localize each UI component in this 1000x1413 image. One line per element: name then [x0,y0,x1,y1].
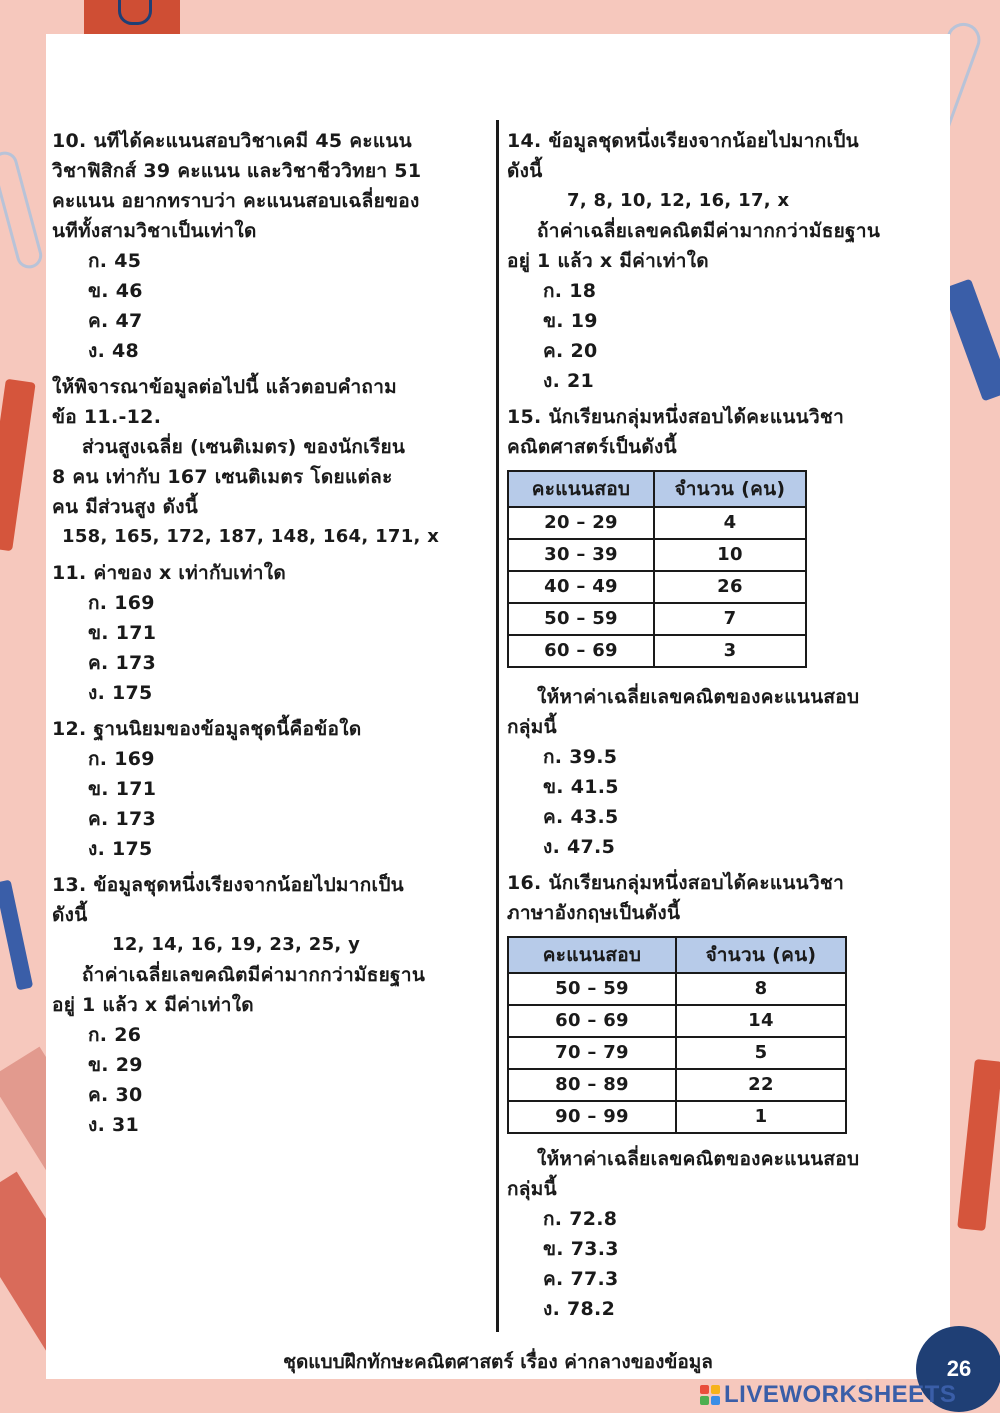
question-line: ภาษาอังกฤษเป็นดังนี้ [507,902,681,924]
table-header-row [508,937,846,973]
table-cell: 1 [676,1101,846,1133]
table-row [508,507,806,539]
instruction-line: ให้พิจารณาข้อมูลต่อไปนี้ แล้วตอบคำถาม [52,376,398,398]
answer-option[interactable]: ค. 30 [88,1084,143,1106]
table-cell: 50 – 59 [508,973,676,1005]
table-row [508,635,806,667]
answer-option[interactable]: ค. 77.3 [543,1268,619,1290]
table-row [508,571,806,603]
condition-line: อยู่ 1 แล้ว x มีค่าเท่าใด [507,250,709,272]
table-cell: 60 – 69 [508,635,654,667]
prompt-line: กลุ่มนี้ [507,1178,557,1200]
brand-text: LIVEWORKSHEETS [724,1381,957,1408]
table-cell: 90 – 99 [508,1101,676,1133]
pencil-decoration [942,278,1000,401]
condition-line: อยู่ 1 แล้ว x มีค่าเท่าใด [52,994,254,1016]
question-line: นทีทั้งสามวิชาเป็นเท่าใด [52,220,257,242]
question-13 [52,870,492,1140]
answer-option[interactable]: ก. 18 [543,280,597,302]
table-row [508,1037,846,1069]
pencil-decoration [0,379,36,552]
pencil-decoration [957,1059,1000,1231]
question-12 [52,714,492,864]
question-16 [507,868,947,1324]
height-data: 158, 165, 172, 187, 148, 164, 171, x [62,526,440,547]
question-line: ดังนี้ [52,904,88,926]
prompt-line: กลุ่มนี้ [507,716,557,738]
answer-option[interactable]: ก. 39.5 [543,746,618,768]
answer-option[interactable]: ข. 171 [88,778,157,800]
pencil-decoration [0,880,33,991]
table-cell: 14 [676,1005,846,1037]
answer-option[interactable]: ง. 47.5 [543,836,616,858]
table-row [508,1101,846,1133]
answer-option[interactable]: ง. 78.2 [543,1298,616,1320]
intro-line: ส่วนสูงเฉลี่ย (เซนติเมตร) ของนักเรียน [82,436,406,458]
left-column [52,126,492,1146]
answer-option[interactable]: ค. 47 [88,310,143,332]
answer-option[interactable]: ง. 175 [88,838,153,860]
intro-line: คน มีส่วนสูง ดังนี้ [52,496,199,518]
table-cell: 20 – 29 [508,507,654,539]
intro-line: 8 คน เท่ากับ 167 เซนติเมตร โดยแต่ละ [52,466,393,488]
question-line: 13. ข้อมูลชุดหนึ่งเรียงจากน้อยไปมากเป็น [52,874,404,896]
answer-option[interactable]: ข. 41.5 [543,776,619,798]
answer-option[interactable]: ก. 169 [88,592,155,614]
answer-option[interactable]: ค. 43.5 [543,806,619,828]
answer-option[interactable]: ข. 73.3 [543,1238,619,1260]
answer-option[interactable]: ข. 46 [88,280,143,302]
column-header: จำนวน (คน) [676,937,846,973]
table-cell: 40 – 49 [508,571,654,603]
column-header: คะแนนสอบ [508,937,676,973]
sequence-data: 7, 8, 10, 12, 16, 17, x [567,190,790,211]
instruction-line: ข้อ 11.-12. [52,406,162,428]
answer-option[interactable]: ก. 169 [88,748,155,770]
question-line: คณิตศาสตร์เป็นดังนี้ [507,436,677,458]
table-row [508,603,806,635]
answer-option[interactable]: ง. 175 [88,682,153,704]
prompt-line: ให้หาค่าเฉลี่ยเลขคณิตของคะแนนสอบ [537,1148,860,1170]
paperclip-decoration [0,149,45,272]
answer-option[interactable]: ค. 173 [88,808,157,830]
question-title: 12. ฐานนิยมของข้อมูลชุดนี้คือข้อใด [52,718,362,740]
table-cell: 26 [654,571,806,603]
sequence-data: 12, 14, 16, 19, 23, 25, y [112,934,361,955]
answer-option[interactable]: ค. 20 [543,340,598,362]
right-column [507,126,947,1330]
frequency-table [507,936,847,1134]
answer-option[interactable]: ก. 72.8 [543,1208,618,1230]
table-cell: 8 [676,973,846,1005]
table-cell: 22 [676,1069,846,1101]
question-10 [52,126,492,366]
question-14 [507,126,947,396]
table-header-row [508,471,806,507]
question-title: 11. ค่าของ x เท่ากับเท่าใด [52,562,286,584]
answer-option[interactable]: ก. 45 [88,250,142,272]
answer-option[interactable]: ข. 171 [88,622,157,644]
column-divider [496,120,499,1332]
answer-option[interactable]: ง. 21 [543,370,595,392]
answer-option[interactable]: ง. 48 [88,340,140,362]
table-row [508,973,846,1005]
footer-title: ชุดแบบฝึกทักษะคณิตศาสตร์ เรื่อง ค่ากลางของข้อมูล [283,1351,713,1373]
table-cell: 10 [654,539,806,571]
question-line: 14. ข้อมูลชุดหนึ่งเรียงจากน้อยไปมากเป็น [507,130,859,152]
table-cell: 4 [654,507,806,539]
table-cell: 70 – 79 [508,1037,676,1069]
table-cell: 5 [676,1037,846,1069]
question-line: 16. นักเรียนกลุ่มหนึ่งสอบได้คะแนนวิชา [507,872,845,894]
answer-option[interactable]: ข. 29 [88,1054,143,1076]
table-cell: 60 – 69 [508,1005,676,1037]
answer-option[interactable]: ค. 173 [88,652,157,674]
table-row [508,1069,846,1101]
page-number: 26 [946,1356,972,1381]
question-line: วิชาฟิสิกส์ 39 คะแนน และวิชาชีววิทยา 51 [52,160,422,182]
frequency-table [507,470,807,668]
liveworksheets-logo[interactable] [700,1380,956,1410]
table-cell: 50 – 59 [508,603,654,635]
condition-line: ถ้าค่าเฉลี่ยเลขคณิตมีค่ามากกว่ามัธยฐาน [537,220,881,242]
table-row [508,539,806,571]
answer-option[interactable]: ข. 19 [543,310,598,332]
answer-option[interactable]: ก. 26 [88,1024,142,1046]
question-line: 15. นักเรียนกลุ่มหนึ่งสอบได้คะแนนวิชา [507,406,845,428]
table-cell: 80 – 89 [508,1069,676,1101]
question-11 [52,558,492,708]
answer-option[interactable]: ง. 31 [88,1114,140,1136]
column-header: จำนวน (คน) [654,471,806,507]
liveworksheets-icon [700,1385,720,1405]
column-header: คะแนนสอบ [508,471,654,507]
worksheet-page [46,34,950,1379]
question-15 [507,402,947,862]
prompt-line: ให้หาค่าเฉลี่ยเลขคณิตของคะแนนสอบ [537,686,860,708]
question-line: คะแนน อยากทราบว่า คะแนนสอบเฉลี่ยของ [52,190,420,212]
condition-line: ถ้าค่าเฉลี่ยเลขคณิตมีค่ามากกว่ามัธยฐาน [82,964,426,986]
table-row [508,1005,846,1037]
table-cell: 7 [654,603,806,635]
table-cell: 30 – 39 [508,539,654,571]
question-line: 10. นทีได้คะแนนสอบวิชาเคมี 45 คะแนน [52,130,412,152]
question-line: ดังนี้ [507,160,543,182]
instruction-11-12 [52,372,492,552]
table-cell: 3 [654,635,806,667]
